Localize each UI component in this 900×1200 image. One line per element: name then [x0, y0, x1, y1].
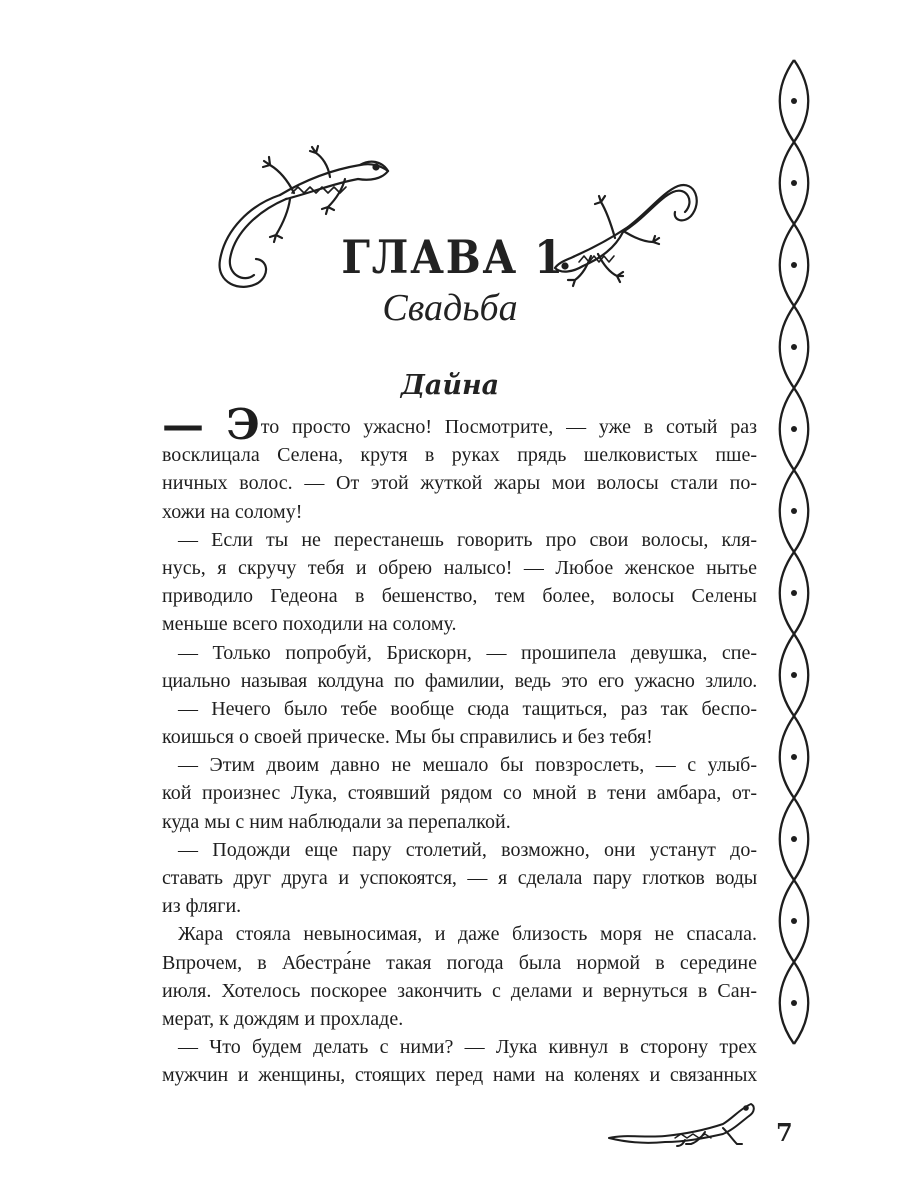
- text-line: из фляги.: [162, 895, 242, 918]
- chain-dot: [791, 180, 797, 186]
- text-line: хожи на солому!: [162, 500, 303, 523]
- chain-strand: [780, 60, 794, 1044]
- section-title: Дайна: [400, 370, 500, 401]
- text-line: ставать друг друга и успокоятся, — я сделала пару глотков воды: [162, 867, 757, 889]
- text-line: июля. Хотелось поскорее закончить с делами и вернуться в Сан-: [162, 979, 757, 1002]
- text-line: — Если ты не перестанешь говорить про свои волосы, кля-: [178, 528, 757, 551]
- text-line: — Что будем делать с ними? — Лука кивнул в сторону трех: [178, 1036, 757, 1059]
- text-line: Жара стояла невыносимая, и даже близость моря не спасала.: [178, 923, 757, 946]
- text-line: — Этим двоим давно не мешало бы повзрослеть, — с улыб-: [178, 754, 757, 777]
- chain-dot: [791, 344, 797, 350]
- text-line: приводило Гедеона в бешенство, тем более, волосы Селены: [162, 585, 757, 608]
- chain-dot: [791, 918, 797, 924]
- chapter-subtitle: Свадьба: [382, 287, 518, 329]
- text-line: мужчин и женщины, стоящих перед нами на коленях и связанных: [162, 1064, 757, 1087]
- text-line: кой произнес Лука, стоявший рядом со мной в тени амбара, от-: [162, 782, 757, 805]
- text-line: — Подожди еще пару столетий, возможно, они устанут до-: [178, 838, 757, 861]
- body-text: [162, 400, 757, 1090]
- text-line: мерат, к дождям и прохладе.: [162, 1007, 404, 1030]
- text-line: ничных волос. — От этой жуткой жары мои волосы стали по-: [162, 472, 757, 495]
- chapter-heading: [0, 230, 900, 284]
- text-line: — Нечего было тебе вообще сюда тащиться, раз так беспо-: [178, 697, 757, 720]
- text-line: Впрочем, в Абестра́не такая погода была нормой в середине: [162, 951, 757, 974]
- text-line: коишься о своей прическе. Мы бы справились и без тебя!: [162, 726, 653, 749]
- twisted-chain-border: [772, 60, 816, 1090]
- text-line: — Только попробуй, Брискорн, — прошипела девушка, спе-: [178, 641, 757, 664]
- lizard-footer-illustration: [605, 1098, 765, 1148]
- drop-cap: — Э: [162, 400, 260, 449]
- chain-dot: [791, 754, 797, 760]
- text-line: — Это просто ужасно! Посмотрите, — уже в сотый раз: [162, 400, 757, 449]
- chain-dot: [791, 262, 797, 268]
- chain-dot: [791, 836, 797, 842]
- chain-dot: [791, 672, 797, 678]
- chain-dot: [791, 590, 797, 596]
- chain-strand: [794, 60, 808, 1044]
- chain-dot: [791, 508, 797, 514]
- page-number: 7: [776, 1118, 793, 1147]
- text-line: меньше всего походили на солому.: [162, 613, 457, 636]
- text-line: циально называя колдуна по фамилии, ведь это его ужасно злило.: [162, 669, 757, 692]
- text-line: восклицала Селена, крутя в руках прядь шелковистых пше-: [162, 444, 757, 467]
- chain-dot: [791, 98, 797, 104]
- text-line: куда мы с ним наблюдали за перепалкой.: [162, 810, 511, 833]
- chain-dot: [791, 1000, 797, 1006]
- text-line: нусь, я скручу тебя и обрею налысо! — Любое женское нытье: [162, 556, 757, 579]
- chain-dot: [791, 426, 797, 432]
- chapter-title: ГЛАВА 1: [341, 230, 565, 284]
